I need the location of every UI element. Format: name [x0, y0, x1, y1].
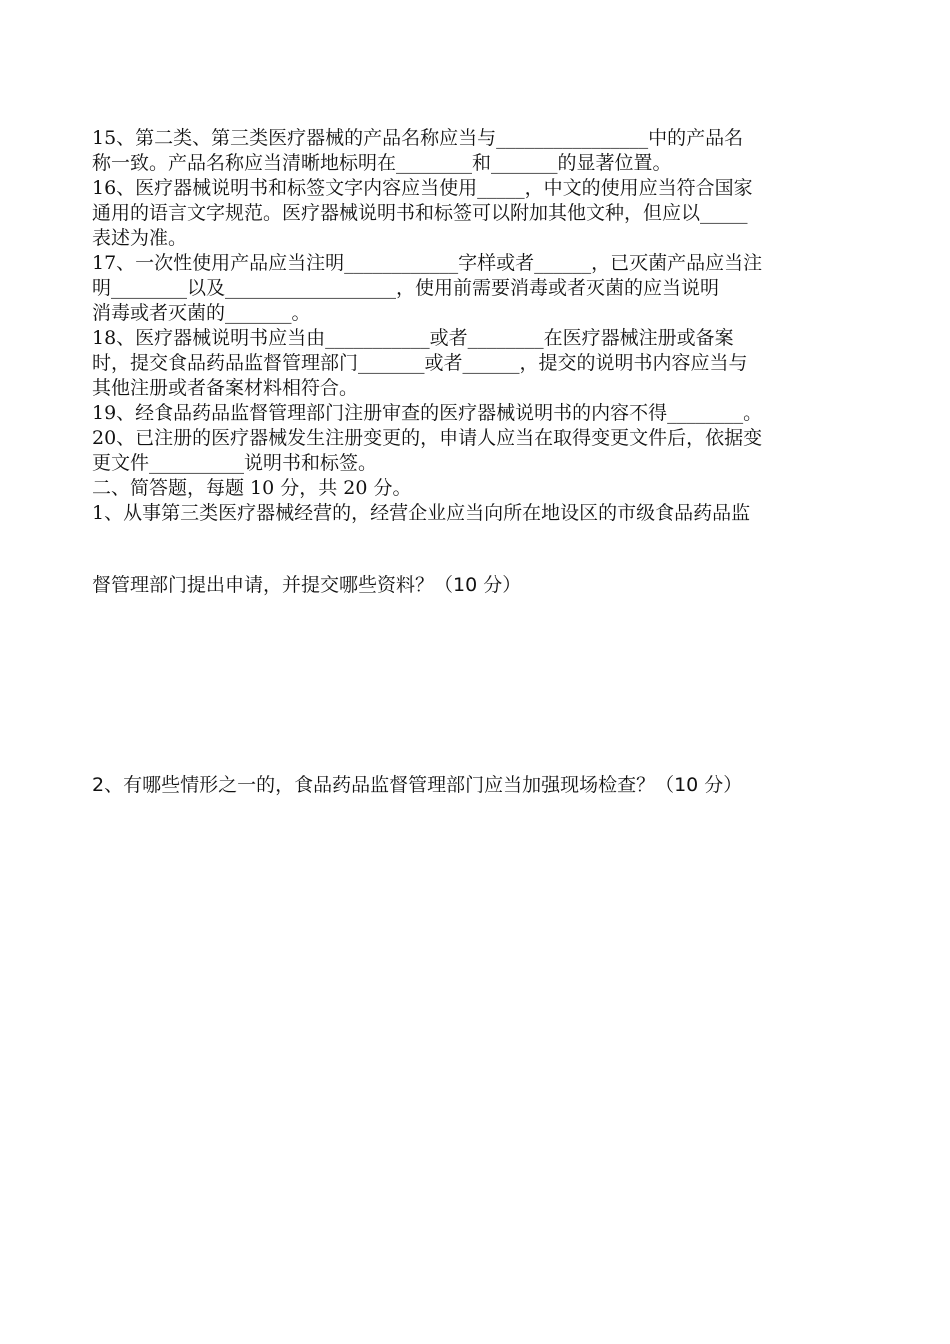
- question-16-line-2: 通用的语言文字规范。医疗器械说明书和标签可以附加其他文种，但应以_____: [92, 202, 748, 224]
- question-15-line-2: 称一致。产品名称应当清晰地标明在________和_______的显著位置。: [92, 152, 672, 174]
- question-20-line-1: 20、已注册的医疗器械发生注册变更的，申请人应当在取得变更文件后，依据变: [92, 427, 763, 449]
- question-16-line-3: 表述为准。: [92, 227, 188, 249]
- question-18-line-3: 其他注册或者备案材料相符合。: [92, 377, 359, 399]
- question-19-line: 19、经食品药品监督管理部门注册审查的医疗器械说明书的内容不得________。: [92, 402, 763, 424]
- question-18-line-1: 18、医疗器械说明书应当由___________或者________在医疗器械注册或备案: [92, 327, 734, 349]
- answer-space: [92, 598, 867, 773]
- question-17-line-3: 消毒或者灭菌的_______。: [92, 302, 311, 324]
- question-16-line-1: 16、医疗器械说明书和标签文字内容应当使用_____，中文的使用应当符合国家: [92, 177, 753, 199]
- question-17-line-2: 明________以及__________________，使用前需要消毒或者灭菌的应当说明: [92, 277, 720, 299]
- question-15-line-1: 15、第二类、第三类医疗器械的产品名称应当与________________中的产品名: [92, 127, 744, 149]
- short-answer-1-line-1: 1、从事第三类医疗器械经营的，经营企业应当向所在地设区的市级食品药品监: [92, 502, 751, 524]
- question-20-line-2: 更文件__________说明书和标签。: [92, 452, 378, 474]
- short-answer-1-line-2: 督管理部门提出申请，并提交哪些资料？（10 分）: [92, 574, 522, 596]
- short-answer-2-line: 2、有哪些情形之一的，食品药品监督管理部门应当加强现场检查？（10 分）: [92, 774, 743, 796]
- document-body: [92, 126, 867, 798]
- section-heading: 二、简答题，每题 10 分，共 20 分。: [92, 477, 412, 499]
- spacer: [92, 526, 867, 573]
- question-17-line-1: 17、一次性使用产品应当注明____________字样或者______，已灭菌产品应当注: [92, 252, 763, 274]
- question-18-line-2: 时，提交食品药品监督管理部门_______或者______，提交的说明书内容应当与: [92, 352, 748, 374]
